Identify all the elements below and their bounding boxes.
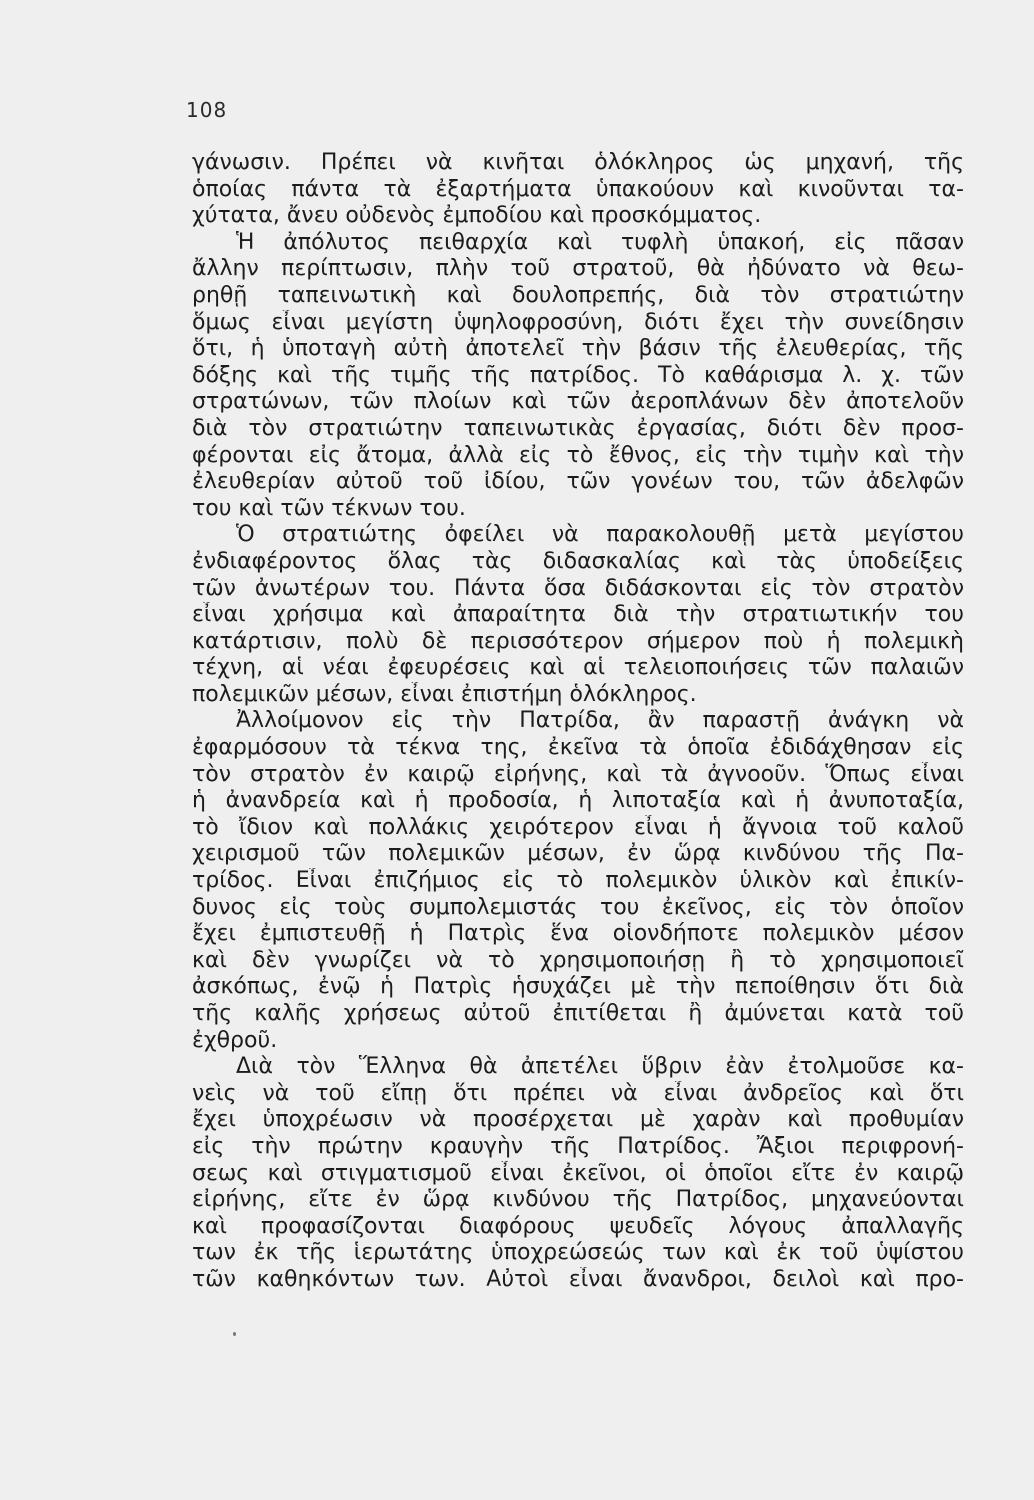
- text-line: ἡ ἀνανδρεία καὶ ἡ προδοσία, ἡ λιποταξία καὶ ἡ ἀνυποταξία,: [192, 788, 964, 814]
- text-line: ἔχει ὑποχρέωσιν νὰ προσέρχεται μὲ χαρὰν καὶ προθυμίαν: [192, 1107, 964, 1133]
- paragraph-start-line: Διὰ τὸν Ἕλληνα θὰ ἀπετέλει ὕβριν ἐὰν ἐτολμοῦσε κα-: [236, 1054, 964, 1080]
- text-line: ἀσκόπως, ἐνῷ ἡ Πατρὶς ἡσυχάζει μὲ τὴν πεποίθησιν ὅτι διὰ: [192, 974, 964, 1000]
- text-line: στρατώνων, τῶν πλοίων καὶ τῶν ἀεροπλάνων δὲν ἀποτελοῦν: [192, 389, 964, 415]
- text-line: ἐλευθερίαν αὐτοῦ τοῦ ἰδίου, τῶν γονέων του, τῶν ἀδελφῶν: [192, 469, 964, 495]
- text-line: ἐχθροῦ.: [192, 1027, 278, 1053]
- text-line: εἶναι χρήσιμα καὶ ἀπαραίτητα διὰ τὴν στρατιωτικήν του: [192, 602, 964, 628]
- text-line: ὁποίας πάντα τὰ ἐξαρτήματα ὑπακούουν καὶ κινοῦνται τα-: [192, 176, 964, 202]
- text-line: γάνωσιν. Πρέπει νὰ κινῆται ὁλόκληρος ὡς μηχανή, τῆς: [192, 150, 964, 175]
- text-line: τρίδος. Εἶναι ἐπιζήμιος εἰς τὸ πολεμικὸν ὑλικὸν καὶ ἐπικίν-: [192, 868, 964, 894]
- page-number: 108: [186, 98, 228, 122]
- text-line: τὸ ἴδιον καὶ πολλάκις χειρότερον εἶναι ἡ ἄγνοια τοῦ καλοῦ: [192, 814, 964, 840]
- text-line: σεως καὶ στιγματισμοῦ εἶναι ἐκεῖνοι, οἱ ὁποῖοι εἴτε ἐν καιρῷ: [192, 1160, 964, 1186]
- text-line: τῶν καθηκόντων των. Αὐτοὶ εἶναι ἄνανδροι, δειλοὶ καὶ προ-: [192, 1266, 964, 1292]
- text-line: τῆς καλῆς χρήσεως αὐτοῦ ἐπιτίθεται ἢ ἀμύνεται κατὰ τοῦ: [192, 1001, 964, 1026]
- text-line: κατάρτισιν, πολὺ δὲ περισσότερον σήμερον ποὺ ἡ πολεμικὴ: [192, 628, 964, 654]
- text-line: ρηθῇ ταπεινωτικὴ καὶ δουλοπρεπής, διὰ τὸν στρατιώτην: [192, 282, 964, 308]
- text-line: δυνος εἰς τοὺς συμπολεμιστάς του ἐκεῖνος, εἰς τὸν ὁποῖον: [192, 894, 964, 920]
- text-line: ἄλλην περίπτωσιν, πλὴν τοῦ στρατοῦ, θὰ ἠδύνατο νὰ θεω-: [192, 256, 964, 282]
- text-line: χειρισμοῦ τῶν πολεμικῶν μέσων, ἐν ὥρᾳ κινδύνου τῆς Πα-: [192, 841, 964, 867]
- text-line: χύτατα, ἄνευ οὐδενὸς ἐμποδίου καὶ προσκόμματος.: [192, 203, 762, 229]
- text-line: ὅτι, ἡ ὑποταγὴ αὐτὴ ἀποτελεῖ τὴν βάσιν τῆς ἐλευθερίας, τῆς: [192, 336, 964, 362]
- text-line: καὶ δὲν γνωρίζει νὰ τὸ χρησιμοποιήσῃ ἢ τὸ χρησιμοποιεῖ: [192, 947, 964, 973]
- text-line: των ἐκ τῆς ἱερωτάτης ὑποχρεώσεώς των καὶ ἐκ τοῦ ὑψίστου: [192, 1240, 964, 1266]
- text-line: εἰς τὴν πρώτην κραυγὴν τῆς Πατρίδος. Ἄξιοι περιφρονή-: [192, 1133, 964, 1159]
- text-line: νεὶς νὰ τοῦ εἴπῃ ὅτι πρέπει νὰ εἶναι ἀνδρεῖος καὶ ὅτι: [192, 1080, 964, 1106]
- text-line: ἔχει ἐμπιστευθῇ ἡ Πατρὶς ἕνα οἱονδήποτε πολεμικὸν μέσον: [192, 921, 964, 947]
- text-line: ἐφαρμόσουν τὰ τέκνα της, ἐκεῖνα τὰ ὁποῖα ἐδιδάχθησαν εἰς: [192, 735, 964, 761]
- text-line: τὸν στρατὸν ἐν καιρῷ εἰρήνης, καὶ τὰ ἀγνοοῦν. Ὅπως εἶναι: [192, 761, 964, 787]
- ink-speck: [233, 1332, 236, 1336]
- body-text: [192, 150, 964, 1294]
- text-line: καὶ προφασίζονται διαφόρους ψευδεῖς λόγους ἀπαλλαγῆς: [192, 1213, 964, 1239]
- text-line: του καὶ τῶν τέκνων του.: [192, 495, 466, 521]
- text-line: δόξης καὶ τῆς τιμῆς τῆς πατρίδος. Τὸ καθάρισμα λ. χ. τῶν: [192, 362, 964, 388]
- text-line: τῶν ἀνωτέρων του. Πάντα ὅσα διδάσκονται εἰς τὸν στρατὸν: [192, 575, 964, 601]
- text-line: εἰρήνης, εἴτε ἐν ὥρᾳ κινδύνου τῆς Πατρίδος, μηχανεύονται: [192, 1187, 964, 1213]
- paragraph-start-line: Ἡ ἀπόλυτος πειθαρχία καὶ τυφλὴ ὑπακοή, εἰς πᾶσαν: [236, 229, 964, 255]
- text-line: διὰ τὸν στρατιώτην ταπεινωτικὰς ἐργασίας, διότι δὲν προσ-: [192, 415, 964, 441]
- paragraph-start-line: Ἀλλοίμονον εἰς τὴν Πατρίδα, ἂν παραστῇ ἀνάγκη νὰ: [236, 708, 964, 734]
- text-line: πολεμικῶν μέσων, εἶναι ἐπιστήμη ὁλόκληρος.: [192, 681, 697, 707]
- text-line: ἐνδιαφέροντος ὅλας τὰς διδασκαλίας καὶ τὰς ὑποδείξεις: [192, 548, 964, 574]
- paragraph-start-line: Ὁ στρατιώτης ὀφείλει νὰ παρακολουθῇ μετὰ μεγίστου: [236, 522, 964, 548]
- text-line: ὅμως εἶναι μεγίστη ὑψηλοφροσύνη, διότι ἔχει τὴν συνείδησιν: [192, 309, 964, 335]
- text-line: φέρονται εἰς ἄτομα, ἀλλὰ εἰς τὸ ἔθνος, εἰς τὴν τιμὴν καὶ τὴν: [192, 442, 964, 468]
- text-line: τέχνη, αἱ νέαι ἐφευρέσεις καὶ αἱ τελειοποιήσεις τῶν παλαιῶν: [192, 655, 964, 681]
